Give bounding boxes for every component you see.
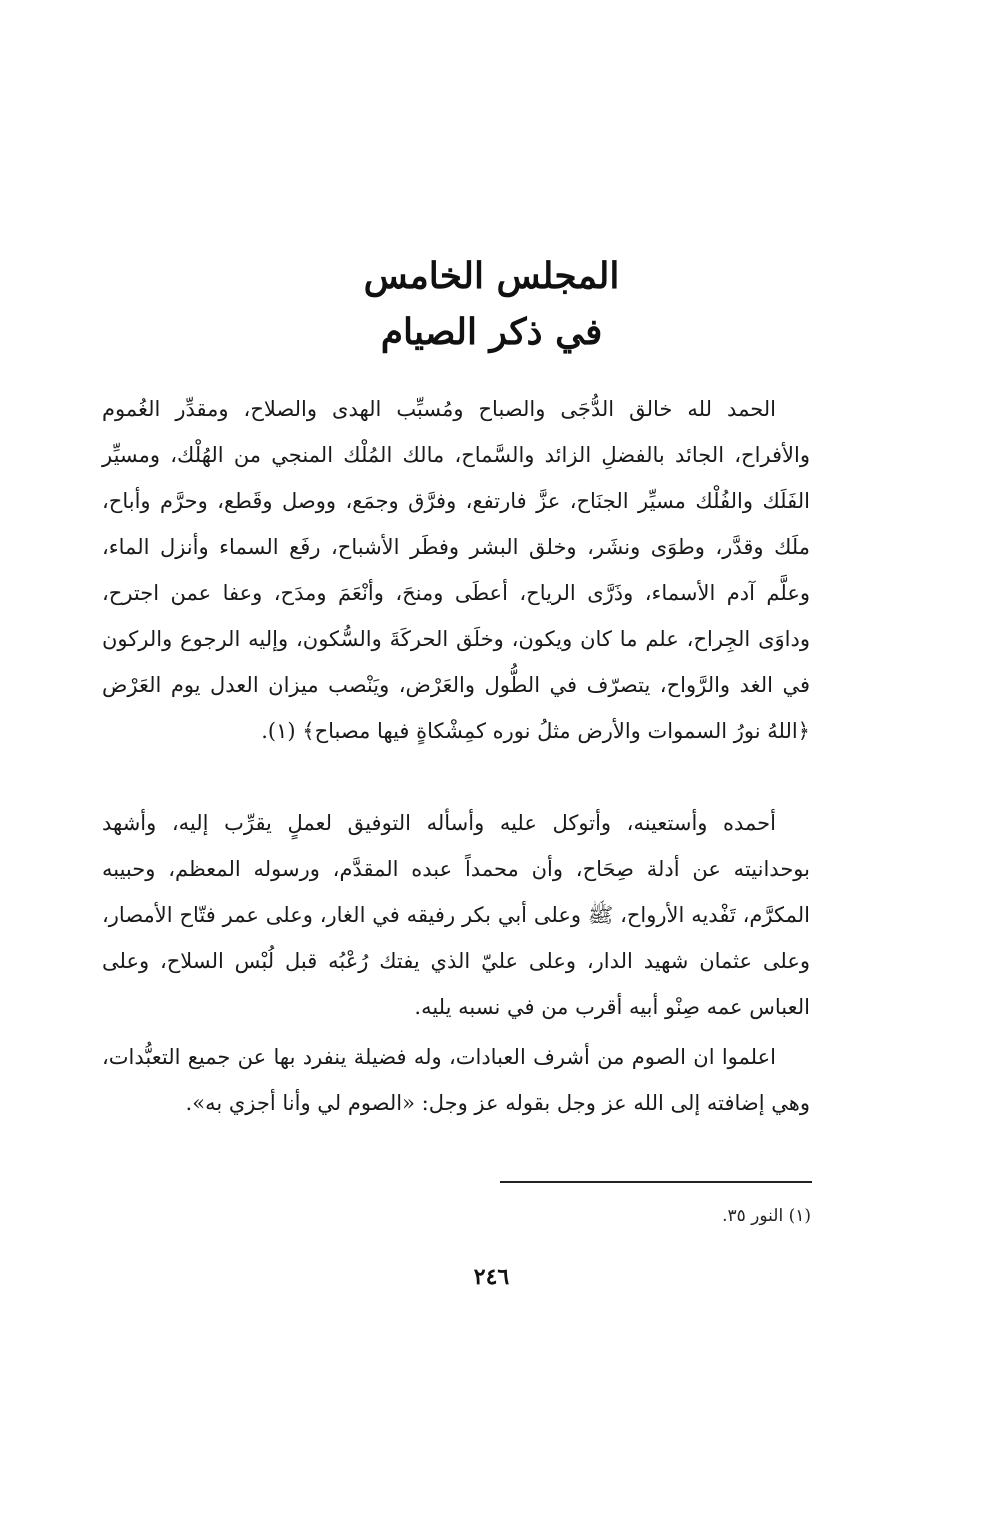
paragraph-2: أحمده وأستعينه، وأتوكل عليه وأسأله التوفيق لعملٍ يقرِّب إليه، وأشهد بوحدانيته عن أدلة صِحَاح، وأن محمداً عبده المقدَّم، ورسوله المعظم، وحبيبه المكرَّم، تَفْديه الأرواح، ﷺ وعلى أبي بكر رفيقه في الغار، وعلى عمر فتّاح الأمصار، وعلى عثمان شهيد الدار، وعلى عليّ الذي يفتك رُعْبُه قبل لُبْس السلاح، وعلى العباس عمه صِنْو أبيه أقرب من في نسبه يليه. — [102, 811, 810, 1019]
paragraph-1: الحمد لله خالق الدُّجَى والصباح ومُسبِّب الهدى والصلاح، ومقدِّر الغُموم والأفراح، الجائد بالفضلِ الزائد والسَّماح، مالك المُلْك المنجي من الهُلْك، ومسيِّر الفَلَك والفُلْك مسيِّر الجنَاح، عزَّ فارتفع، وفرَّق وجمَع، ووصل وقَطع، وحرَّم وأباح، ملَك وقدَّر، وطوَى ونشَر، وخلق البشر وفطَر الأشباح، رفَع السماء وأنزل الماء، وعلَّم آدم الأسماء، وذَرَّى الرياح، أعطَى ومنحَ، وأنْعَمَ ومدَح، وعفا عمن اجترح، وداوَى الجِراح، علم ما كان ويكون، وخلَق الحركَةَ والسُّكون، وإليه الرجوع والركون في الغد والرَّواح، يتصرّف في الطُّول والعَرْض، ويَنْصب ميزان العدل يوم العَرْض ﴿اللهُ نورُ السموات والأرض مثلُ نوره كمِشْكاةٍ فيها مصباح﴾ (١). — [102, 397, 810, 743]
chapter-title — [0, 248, 983, 360]
page-number: ٢٤٦ — [473, 1264, 510, 1290]
chapter-subtitle: في ذكر الصيام — [380, 311, 603, 353]
footnote-divider — [500, 1181, 812, 1183]
paragraph-3: اعلموا ان الصوم من أشرف العبادات، وله فضيلة ينفرد بها عن جميع التعبُّدات، وهي إضافته إلى الله عز وجل بقوله عز وجل: «الصوم لي وأنا أجزي به». — [102, 1045, 810, 1115]
footnote: (١) النور ٣٥. — [722, 1206, 811, 1226]
chapter-title-line-1: المجلس الخامس — [363, 255, 620, 297]
